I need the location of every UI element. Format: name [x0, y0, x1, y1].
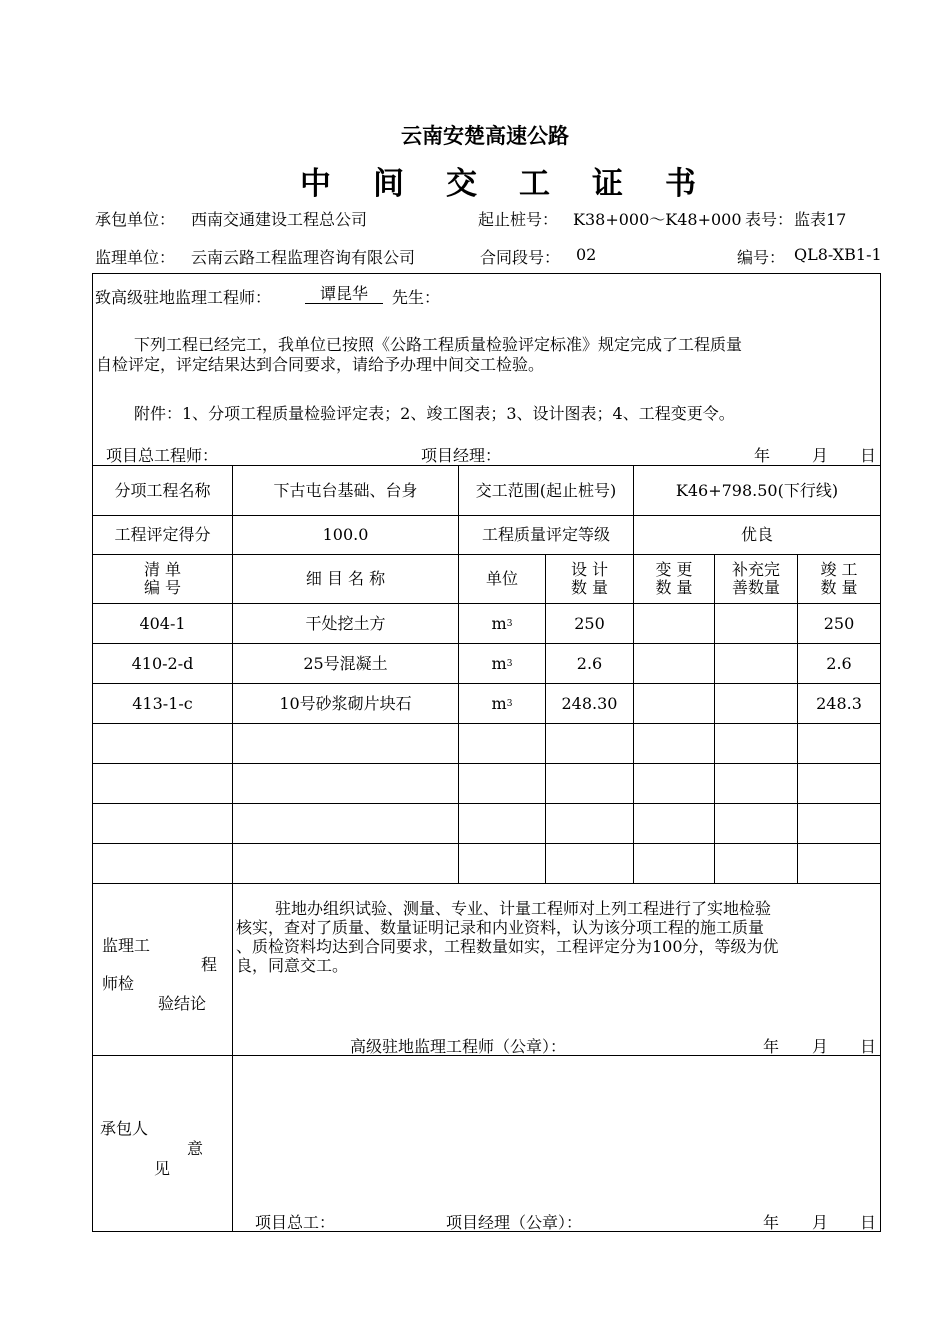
contractor-date-day: 日: [860, 1213, 877, 1232]
contract-value: 02: [576, 245, 597, 264]
supervision-label-1: 监理工: [102, 936, 151, 955]
header-design-qty: 设 计 数 量: [570, 560, 609, 597]
row-change: [634, 644, 714, 683]
row-final: 2.6: [826, 653, 852, 673]
supervision-text-1: 驻地办组织试验、测量、专业、计量工程师对上列工程进行了实地检验: [275, 899, 772, 918]
form-value: 监表17: [794, 210, 847, 229]
supervision-text-2: 核实，查对了质量、数量证明记录和内业资料，认为该分项工程的施工质量: [236, 918, 765, 937]
row-name: 干处挖土方: [305, 613, 386, 633]
supervision-label-2: 程: [201, 955, 218, 974]
document-title: 云南安楚高速公路: [401, 123, 569, 148]
contractor-chief-label: 项目总工：: [255, 1213, 336, 1232]
stake-value: K38+000～K48+000: [573, 210, 742, 229]
supervision-date-year: 年: [763, 1037, 780, 1056]
row-code: 410-2-d: [131, 653, 194, 673]
contractor-opinion-label-1: 承包人: [100, 1119, 149, 1138]
supervisor-label: 监理单位：: [95, 248, 176, 267]
letter-body-line1: 下列工程已经完工，我单位已按照《公路工程质量检验评定标准》规定完成了工程质量: [134, 335, 743, 354]
header-code: 清 单 编 号: [143, 560, 182, 597]
header-supplement-qty: 补充完 善数量: [731, 560, 780, 597]
date-month: 月: [812, 446, 829, 465]
score-value: 100.0: [322, 525, 369, 544]
row-design: 2.6: [576, 653, 603, 673]
serial-value: QL8-XB1-1: [794, 245, 882, 264]
supervision-label-4: 验结论: [158, 994, 207, 1013]
form-label: 表号：: [745, 210, 794, 229]
row-unit: m 3: [491, 613, 513, 633]
chief-engineer-label: 项目总工程师：: [106, 446, 219, 465]
addressee-name: 谭昆华: [305, 285, 383, 304]
contractor-opinion-label-3: 见: [154, 1159, 171, 1178]
row-supplement: [715, 684, 797, 723]
serial-label: 编号：: [737, 248, 786, 267]
header-unit: 单位: [485, 569, 518, 588]
supervision-label-3: 师检: [102, 974, 135, 993]
row-name: 25号混凝土: [303, 653, 388, 673]
row-supplement: [715, 644, 797, 683]
contractor-date-month: 月: [812, 1213, 829, 1232]
contractor-date-year: 年: [763, 1213, 780, 1232]
row-supplement: [715, 604, 797, 643]
manager-label: 项目经理：: [421, 446, 502, 465]
row-name: 10号砂浆砌片块石: [279, 693, 412, 713]
date-year: 年: [754, 446, 771, 465]
row-change: [634, 684, 714, 723]
item-name-label: 分项工程名称: [114, 480, 211, 500]
row-code: 413-1-c: [132, 693, 193, 713]
grade-value: 优良: [740, 525, 773, 544]
addressee-prefix: 致高级驻地监理工程师：: [95, 288, 272, 307]
supervisor-value: 云南云路工程监理咨询有限公司: [191, 248, 416, 267]
attachments: 附件：1、分项工程质量检验评定表；2、竣工图表；3、设计图表；4、工程变更令。: [134, 404, 735, 423]
row-unit: m 3: [491, 693, 513, 713]
supervision-text-4: 良，同意交工。: [236, 956, 349, 975]
row-design: 250: [574, 613, 605, 633]
supervision-signature: 高级驻地监理工程师（公章）：: [350, 1037, 567, 1056]
letter-body-line2: 自检评定，评定结果达到合同要求，请给予办理中间交工检验。: [96, 355, 545, 374]
row-change: [634, 604, 714, 643]
header-final-qty: 竣 工 数 量: [820, 560, 858, 597]
supervision-date-day: 日: [860, 1037, 877, 1056]
row-final: 248.3: [816, 693, 862, 713]
contractor-label: 承包单位：: [95, 210, 176, 229]
row-final: 250: [823, 613, 855, 633]
score-label: 工程评定得分: [114, 525, 211, 544]
row-design: 248.30: [561, 693, 618, 713]
certificate-title: 中间交工证书: [300, 166, 738, 202]
row-unit: m 3: [491, 653, 513, 673]
grade-label: 工程质量评定等级: [481, 525, 610, 544]
supervision-text-3: 、质检资料均达到合同要求，工程数量如实，工程评定分为100分，等级为优: [236, 937, 779, 956]
contract-label: 合同段号：: [480, 248, 561, 267]
addressee-suffix: 先生：: [392, 288, 441, 307]
row-code: 404-1: [139, 613, 186, 633]
range-label: 交工范围(起止桩号): [475, 480, 617, 500]
contractor-manager-label: 项目经理（公章）：: [446, 1213, 583, 1232]
header-name: 细 目 名 称: [305, 569, 386, 588]
range-value: K46+798.50(下行线): [675, 480, 839, 500]
stake-label: 起止桩号：: [478, 210, 559, 229]
contractor-opinion-label-2: 意: [187, 1139, 204, 1158]
header-change-qty: 变 更 数 量: [655, 560, 693, 597]
date-day: 日: [860, 446, 877, 465]
contractor-value: 西南交通建设工程总公司: [191, 210, 368, 229]
item-name-value: 下古屯台基础、台身: [273, 480, 418, 500]
supervision-date-month: 月: [812, 1037, 829, 1056]
